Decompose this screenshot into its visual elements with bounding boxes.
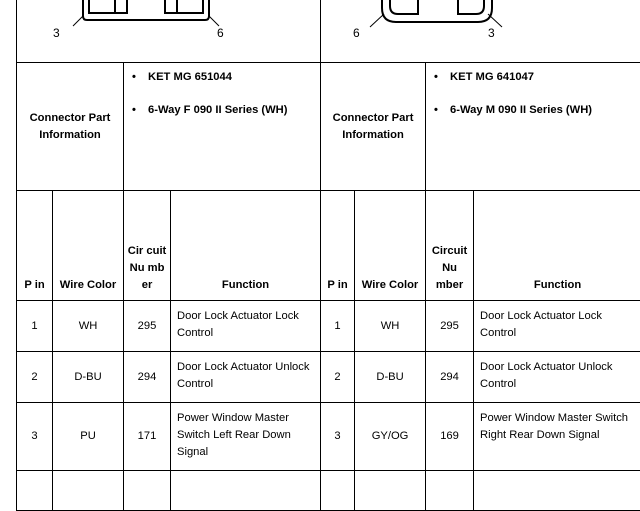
- connector-info-row: [17, 63, 640, 191]
- column-header-row: [17, 191, 640, 301]
- right-diagram-pin-6-label: 6: [353, 26, 360, 40]
- circuit-cell: 294: [124, 352, 171, 403]
- header-circuit-left: Cir cuit Nu mb er: [124, 191, 171, 301]
- left-diagram-pin-3-label: 3: [53, 26, 60, 40]
- connector-part-info-label-right: Connector Part Information: [321, 63, 426, 191]
- pin-cell: 3: [17, 403, 53, 471]
- wire-color-cell: WH: [355, 301, 426, 352]
- header-wire-color-left: Wire Color: [53, 191, 124, 301]
- wire-color-cell: WH: [53, 301, 124, 352]
- bullet-icon: •: [432, 69, 450, 86]
- connector-part-list-right: [426, 63, 640, 191]
- wire-color-cell: PU: [53, 403, 124, 471]
- pin-cell: 3: [321, 403, 355, 471]
- circuit-cell: 171: [124, 403, 171, 471]
- connector-diagram-band: [16, 0, 640, 63]
- part-line: • KET MG 651044: [130, 69, 314, 86]
- header-pin-left: P in: [17, 191, 53, 301]
- table-row: [17, 403, 640, 471]
- bullet-icon: •: [130, 69, 148, 86]
- wire-color-cell: GY/OG: [355, 403, 426, 471]
- function-cell: Door Lock Actuator Lock Control: [474, 301, 640, 352]
- header-wire-color-right: Wire Color: [355, 191, 426, 301]
- wire-color-cell: D-BU: [53, 352, 124, 403]
- pin-cell: 1: [321, 301, 355, 352]
- function-cell: Door Lock Actuator Unlock Control: [171, 352, 321, 403]
- diagram-divider: [320, 0, 321, 62]
- part-line: • KET MG 641047: [432, 69, 635, 86]
- circuit-cell: 169: [426, 403, 474, 471]
- right-diagram-pin-3-label: 3: [488, 26, 495, 40]
- pin-cell: 1: [17, 301, 53, 352]
- connector-part-info-label-left: Connector Part Information: [17, 63, 124, 191]
- left-diagram-pin-6-label: 6: [217, 26, 224, 40]
- part-line: • 6-Way M 090 II Series (WH): [432, 102, 635, 119]
- wire-color-cell: D-BU: [355, 352, 426, 403]
- header-function-right: Function: [474, 191, 640, 301]
- function-cell: Power Window Master Switch Right Rear Down Signal: [474, 403, 640, 471]
- circuit-cell: 295: [426, 301, 474, 352]
- bullet-icon: •: [432, 102, 450, 119]
- connector-pinout-table: [16, 62, 640, 511]
- circuit-cell: 295: [124, 301, 171, 352]
- table-row: [17, 301, 640, 352]
- header-circuit-right: Circuit Nu mber: [426, 191, 474, 301]
- header-pin-right: P in: [321, 191, 355, 301]
- table-row: [17, 352, 640, 403]
- pin-cell: 2: [321, 352, 355, 403]
- function-cell: Power Window Master Switch Left Rear Down Signal: [171, 403, 321, 471]
- part-line: • 6-Way F 090 II Series (WH): [130, 102, 314, 119]
- table-row-partial: [17, 471, 640, 511]
- connector-part-list-left: [124, 63, 321, 191]
- circuit-cell: 294: [426, 352, 474, 403]
- bullet-icon: •: [130, 102, 148, 119]
- function-cell: Door Lock Actuator Unlock Control: [474, 352, 640, 403]
- function-cell: Door Lock Actuator Lock Control: [171, 301, 321, 352]
- pin-cell: 2: [17, 352, 53, 403]
- header-function-left: Function: [171, 191, 321, 301]
- male-connector-diagram: [362, 0, 532, 40]
